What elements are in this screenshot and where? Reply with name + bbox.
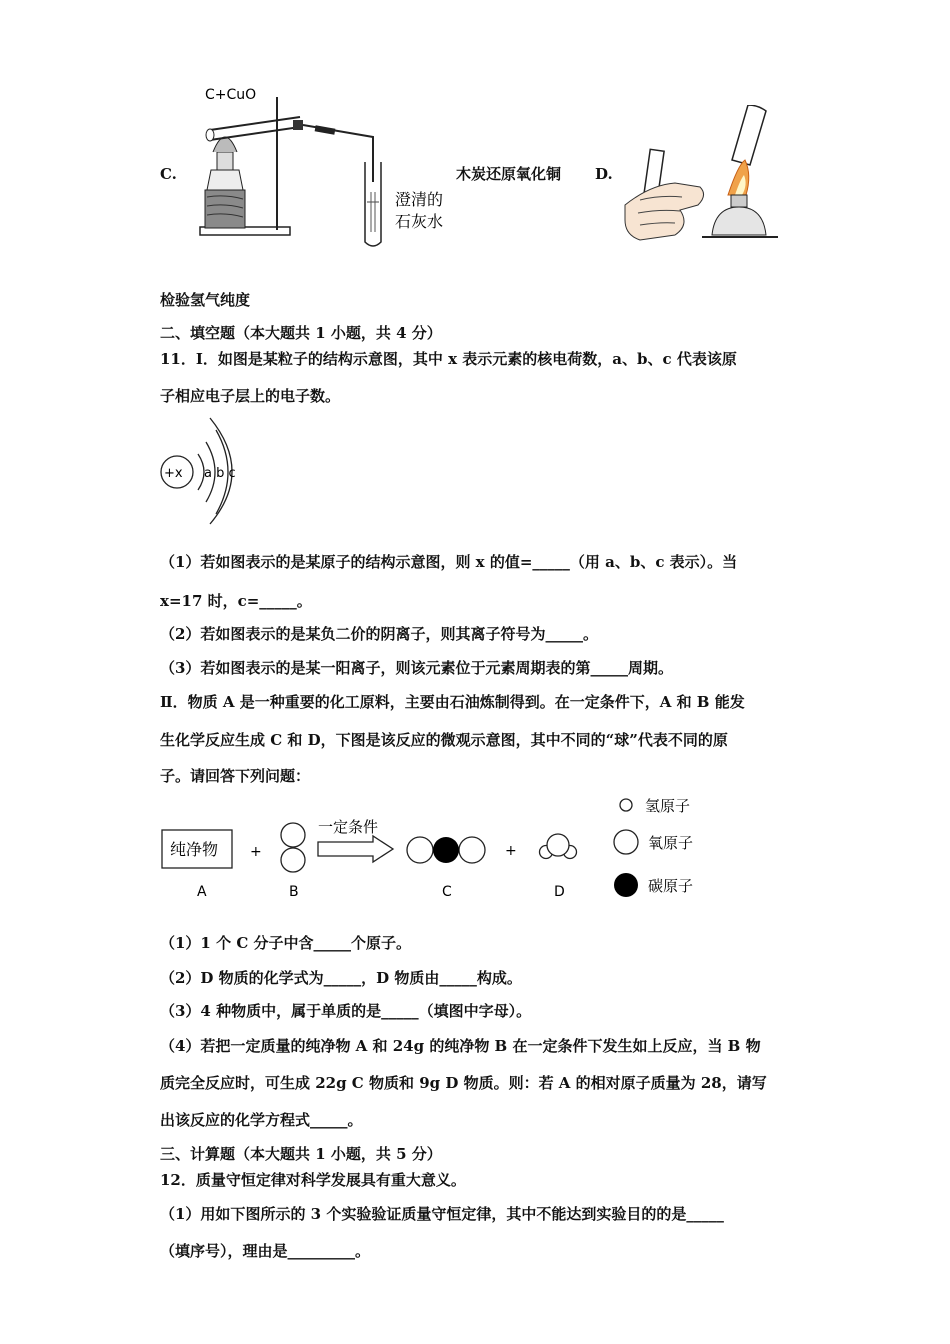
label-a: A [197, 884, 207, 900]
plus-sign-1: + [250, 844, 262, 860]
q11-part2-line2: 生化学反应生成 C 和 D，下图是该反应的微观示意图，其中不同的“球”代表不同的原 [160, 731, 728, 749]
substance-a-box-label: 纯净物 [170, 840, 219, 859]
q12-sub1-line1: （1）用如下图所示的 3 个实验验证质量守恒定律，其中不能达到实验目的的是_____ [160, 1205, 724, 1223]
q11-part2-line3: 子。请回答下列问题： [160, 767, 311, 785]
reaction-diagram [158, 792, 718, 907]
section3-heading: 三、计算题（本大题共 1 小题，共 5 分） [160, 1145, 442, 1163]
carbon-reduction-apparatus [195, 82, 465, 252]
label-d: D [554, 884, 565, 900]
condition-label: 一定条件 [318, 818, 379, 836]
q11-p2-sub4-line2: 质完全反应时，可生成 22g C 物质和 9g D 物质。则：若 A 的相对原子质量为 28，请写 [160, 1074, 767, 1092]
q11-sub2: （2）若如图表示的是某负二价的阴离子，则其离子符号为_____。 [160, 625, 598, 643]
q11-part1-line1: 11．Ⅰ．如图是某粒子的结构示意图，其中 x 表示元素的核电荷数，a、b、c 代表该原 [160, 350, 737, 368]
legend-oxygen: 氧原子 [648, 834, 694, 852]
q12-sub1-line2: （填序号），理由是_________。 [160, 1242, 371, 1260]
q11-part1-line2: 子相应电子层上的电子数。 [160, 387, 341, 405]
nucleus-label: +x [164, 466, 183, 481]
lime-label-1: 澄清的 [395, 190, 444, 209]
q11-sub1-line1: （1）若如图表示的是某原子的结构示意图，则 x 的值=_____（用 a、b、c 表示）。当 [160, 553, 738, 571]
shell-labels: a b c [204, 466, 236, 481]
q11-sub3: （3）若如图表示的是某一阳离子，则该元素位于元素周期表的第_____周期。 [160, 659, 673, 677]
atom-structure-diagram [158, 412, 248, 527]
q11-p2-sub4-line3: 出该反应的化学方程式_____。 [160, 1111, 363, 1129]
plus-sign-2: + [505, 843, 517, 859]
option-c-caption: 木炭还原氧化铜 [456, 165, 562, 183]
q11-part2-line1: Ⅱ．物质 A 是一种重要的化工原料，主要由石油炼制得到。在一定条件下，A 和 B 能发 [160, 693, 745, 711]
hydrogen-purity-test-figure [620, 105, 790, 250]
q12-line1: 12．质量守恒定律对科学发展具有重大意义。 [160, 1171, 466, 1189]
q11-p2-sub4-line1: （4）若把一定质量的纯净物 A 和 24g 的纯净物 B 在一定条件下发生如上反应，当 B 物 [160, 1037, 761, 1055]
q11-p2-sub1: （1）1 个 C 分子中含_____个原子。 [160, 934, 411, 952]
reaction-arrow [318, 836, 393, 862]
section2-heading: 二、填空题（本大题共 1 小题，共 4 分） [160, 324, 442, 342]
label-b: B [289, 884, 299, 900]
legend-hydrogen: 氢原子 [645, 797, 691, 815]
option-d-caption: 检验氢气纯度 [160, 291, 251, 309]
lime-label-2: 石灰水 [395, 212, 444, 231]
q11-p2-sub2: （2）D 物质的化学式为_____，D 物质由_____构成。 [160, 969, 522, 987]
option-c-letter: C. [160, 165, 177, 183]
legend-carbon: 碳原子 [648, 877, 694, 895]
q11-sub1-line2: x=17 时，c=_____。 [160, 592, 312, 610]
tube-label: C+CuO [205, 87, 257, 103]
label-c: C [442, 884, 452, 900]
option-d-letter: D. [595, 165, 613, 183]
q11-p2-sub3: （3）4 种物质中，属于单质的是_____（填图中字母）。 [160, 1002, 532, 1020]
